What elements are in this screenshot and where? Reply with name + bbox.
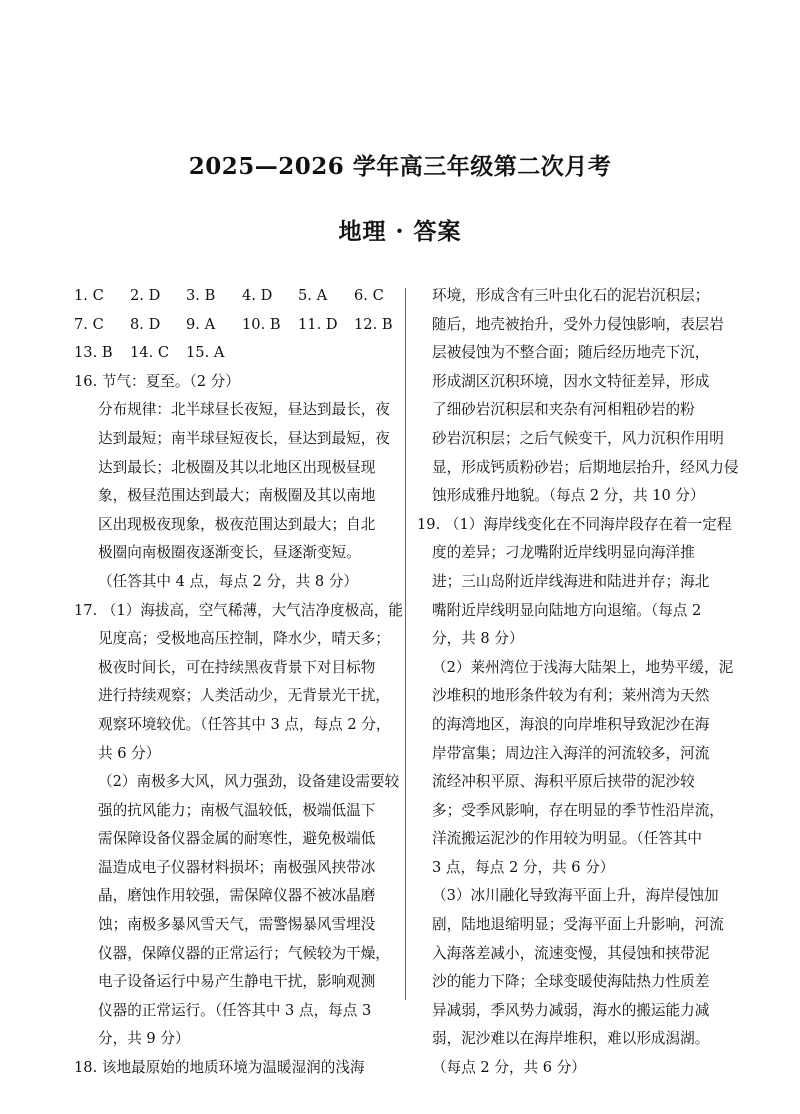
- answer-line: 象，极昼范围达到最大；南极圈及其以南地: [98, 487, 376, 505]
- answer-line: 需保障设备仪器金属的耐寒性，避免极端低: [98, 830, 376, 848]
- q18-heading: 18. 该地最原始的地质环境为温暖湿润的浅海: [74, 1059, 365, 1077]
- mc-row-1: [74, 282, 389, 311]
- column-divider: [405, 288, 406, 1000]
- q19-heading: 19. （1）海岸线变化在不同海岸段存在着一定程: [417, 515, 732, 533]
- q17-heading: 17. （1）海拔高，空气稀薄，大气洁净度极高，能: [74, 601, 404, 619]
- answer-line: 弱，泥沙难以在海岸堆积，难以形成潟湖。: [432, 1030, 710, 1048]
- q16-heading: 16. 节气：夏至。（2 分）: [74, 372, 240, 390]
- answer-line: 度的差异；刁龙嘴附近岸线明显向海洋推: [432, 544, 695, 562]
- answer-line: 分，共 8 分）: [432, 630, 524, 648]
- answer-line: 见度高；受极地高压控制，降水少，晴天多；: [98, 630, 390, 648]
- mc-answer: 8. D: [130, 315, 161, 333]
- mc-answer: 9. A: [186, 315, 216, 333]
- answer-line: 强的抗风能力；南极气温较低，极端低温下: [98, 801, 376, 819]
- answer-line: 晶，磨蚀作用较强，需保障仪器不被冰晶磨: [98, 887, 376, 905]
- answer-line: 异减弱，季风势力减弱，海水的搬运能力减: [432, 1001, 710, 1019]
- answer-line: （2）南极多大风，风力强劲，设备建设需要较: [98, 773, 400, 791]
- answer-line: 随后，地壳被抬升，受外力侵蚀影响，表层岩: [432, 315, 724, 333]
- mc-answer: 7. C: [74, 315, 104, 333]
- answer-line: 极夜时间长，可在持续黑夜背景下对目标物: [98, 658, 376, 676]
- page-title: 2025—2026 学年高三年级第二次月考: [188, 153, 612, 180]
- answer-line: 形成湖区沉积环境，因水文特征差异，形成: [432, 372, 710, 390]
- mc-answer: 14. C: [130, 344, 170, 362]
- answer-line: 多；受季风影响，存在明显的季节性沿岸流，: [432, 801, 724, 819]
- mc-answer: 15. A: [186, 344, 225, 362]
- answer-line: 了细砂岩沉积层和夹杂有河相粗砂岩的粉: [432, 401, 695, 419]
- answer-line: 达到最短；南半球昼短夜长，昼达到最短，夜: [98, 429, 390, 447]
- answer-line: 环境，形成含有三叶虫化石的泥岩沉积层；: [432, 287, 710, 304]
- answer-line: 仪器，保障仪器的正常运行；气候较为干燥，: [98, 944, 390, 962]
- answer-line: 区出现极夜现象，极夜范围达到最大；自北: [98, 515, 376, 533]
- answer-line: 分布规律：北半球昼长夜短，昼达到最长，夜: [98, 401, 390, 419]
- answer-line: 达到最长；北极圈及其以北地区出现极昼现: [98, 458, 376, 476]
- mc-answer: 11. D: [298, 315, 338, 333]
- mc-answer: 10. B: [242, 315, 281, 333]
- answer-line: 砂岩沉积层；之后气候变干，风力沉积作用明: [432, 429, 724, 447]
- mc-answer: 12. B: [354, 315, 393, 333]
- answer-line: 仪器的正常运行。（任答其中 3 点，每点 3: [98, 1001, 372, 1019]
- answer-line: 极圈向南极圈夜逐渐变长，昼逐渐变短。: [98, 544, 361, 562]
- mc-row-3: [74, 339, 389, 368]
- left-column: [74, 282, 404, 1083]
- right-column: [417, 282, 737, 1083]
- answer-line: 层被侵蚀为不整合面；随后经历地壳下沉，: [432, 344, 710, 362]
- answer-line: 共 6 分）: [98, 744, 161, 762]
- mc-answer: 3. B: [186, 287, 216, 304]
- mc-answer: 4. D: [242, 287, 273, 304]
- answer-line: （任答其中 4 点，每点 2 分，共 8 分）: [98, 572, 359, 590]
- answer-line: 电子设备运行中易产生静电干扰，影响观测: [98, 973, 376, 991]
- answer-line: 的海湾地区，海浪的向岸堆积导致泥沙在海: [432, 715, 710, 733]
- answer-line: 温造成电子仪器材料损坏；南极强风挟带冰: [98, 858, 376, 876]
- answer-line: 嘴附近岸线明显向陆地方向退缩。（每点 2: [432, 601, 702, 619]
- mc-answer: 6. C: [354, 287, 384, 304]
- answer-line: 洋流搬运泥沙的作用较为明显。（任答其中: [432, 830, 702, 848]
- answer-line: 蚀形成雅丹地貌。（每点 2 分，共 10 分）: [432, 487, 705, 505]
- answer-line: 进行持续观察；人类活动少，无背景光干扰，: [98, 687, 390, 705]
- answer-line: 蚀；南极多暴风雪天气，需警惕暴风雪埋没: [98, 916, 376, 934]
- answer-line: 剧，陆地退缩明显；受海平面上升影响，河流: [432, 916, 724, 934]
- answer-line: 岸带富集；周边注入海洋的河流较多，河流: [432, 744, 710, 762]
- answer-line: （2）莱州湾位于浅海大陆架上，地势平缓，泥: [432, 658, 734, 676]
- answer-line: 沙的能力下降；全球变暖使海陆热力性质差: [432, 973, 710, 991]
- page-subtitle: 地理 · 答案: [338, 218, 462, 245]
- answer-line: 沙堆积的地形条件较为有利；莱州湾为天然: [432, 687, 710, 705]
- answer-line: 分，共 9 分）: [98, 1030, 190, 1048]
- answer-line: （3）冰川融化导致海平面上升，海岸侵蚀加: [432, 887, 719, 905]
- mc-answer: 5. A: [298, 287, 328, 304]
- mc-answer: 2. D: [130, 287, 161, 304]
- mc-row-2: [74, 311, 393, 340]
- answer-line: 进；三山岛附近岸线海进和陆进并存；海北: [432, 572, 710, 590]
- answer-line: （每点 2 分，共 6 分）: [432, 1059, 586, 1077]
- answer-line: 显，形成钙质粉砂岩；后期地层抬升，经风力侵: [432, 458, 739, 476]
- mc-answer: 1. C: [74, 287, 104, 304]
- answer-line: 3 点，每点 2 分，共 6 分）: [432, 858, 615, 876]
- mc-answer: 13. B: [74, 344, 113, 362]
- answer-line: 观察环境较优。（任答其中 3 点，每点 2 分，: [98, 715, 391, 733]
- answer-line: 入海落差减小，流速变慢，其侵蚀和挟带泥: [432, 944, 710, 962]
- answer-line: 流经冲积平原、海积平原后挟带的泥沙较: [432, 773, 695, 791]
